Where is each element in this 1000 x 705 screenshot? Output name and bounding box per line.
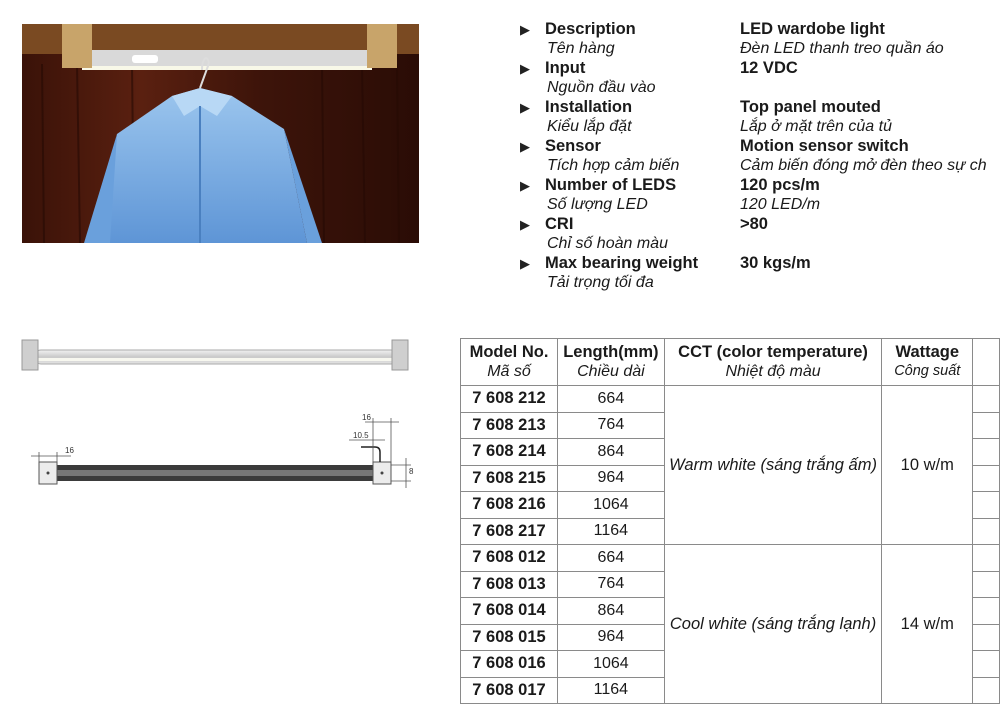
- rod-illustration: [20, 336, 410, 376]
- model-cell: 7 608 212: [461, 386, 558, 413]
- spec-label-vi: Chỉ số hoàn màu: [547, 235, 668, 252]
- spec-row: [520, 176, 1000, 215]
- spec-label-vi: Kiểu lắp đặt: [547, 118, 632, 135]
- model-cell: 7 608 013: [461, 571, 558, 598]
- extra-cell: [973, 677, 1000, 704]
- extra-cell: [973, 624, 1000, 651]
- extra-cell: [973, 651, 1000, 678]
- wardrobe-shirt-image: [22, 24, 419, 243]
- length-cell: 864: [558, 439, 665, 466]
- model-cell: 7 608 012: [461, 545, 558, 572]
- length-cell: 664: [558, 386, 665, 413]
- cct-cell: Warm white (sáng trắng ấm): [664, 386, 882, 545]
- model-cell: 7 608 017: [461, 677, 558, 704]
- extra-cell: [973, 545, 1000, 572]
- spec-row: [520, 254, 1000, 293]
- triangle-bullet-icon: ▶: [520, 178, 530, 193]
- spec-row: [520, 215, 1000, 254]
- table-row: [461, 386, 1000, 413]
- length-cell: 864: [558, 598, 665, 625]
- model-cell: 7 608 217: [461, 518, 558, 545]
- spec-list: [520, 20, 1000, 293]
- length-cell: 764: [558, 571, 665, 598]
- model-table: [460, 338, 1000, 704]
- extra-cell: [973, 571, 1000, 598]
- spec-value: 12 VDC: [740, 59, 798, 77]
- length-cell: 764: [558, 412, 665, 439]
- length-cell: 964: [558, 465, 665, 492]
- extra-cell: [973, 465, 1000, 492]
- hanging-rod-image: [20, 336, 410, 376]
- extra-cell: [973, 439, 1000, 466]
- spec-label-vi: Tích hợp cảm biến: [547, 157, 680, 174]
- spec-label: Number of LEDS: [545, 176, 677, 194]
- spec-label: Sensor: [545, 137, 601, 155]
- length-cell: 664: [558, 545, 665, 572]
- spec-label-vi: Tải trọng tối đa: [547, 274, 654, 291]
- column-header-cct: CCT (color temperature) Nhiệt độ màu: [664, 339, 882, 386]
- column-header-model: Model No. Mã số: [461, 339, 558, 386]
- spec-value-vi: Lắp ở mặt trên của tủ: [740, 118, 892, 135]
- model-cell: 7 608 016: [461, 651, 558, 678]
- length-cell: 1064: [558, 651, 665, 678]
- dimension-label: 16: [362, 413, 371, 422]
- spec-label-vi: Nguồn đầu vào: [547, 79, 656, 96]
- model-cell: 7 608 213: [461, 412, 558, 439]
- extra-cell: [973, 598, 1000, 625]
- model-cell: 7 608 216: [461, 492, 558, 519]
- spec-row: [520, 20, 1000, 59]
- extra-cell: [973, 386, 1000, 413]
- table-row: [461, 545, 1000, 572]
- spec-label: CRI: [545, 215, 574, 233]
- dimension-label: 8: [409, 467, 414, 476]
- extra-cell: [973, 412, 1000, 439]
- spec-value: >80: [740, 215, 768, 233]
- model-cell: 7 608 014: [461, 598, 558, 625]
- extra-cell: [973, 518, 1000, 545]
- length-cell: 1164: [558, 518, 665, 545]
- model-cell: 7 608 015: [461, 624, 558, 651]
- spec-value-vi: 120 LED/m: [740, 196, 821, 213]
- triangle-bullet-icon: ▶: [520, 217, 530, 232]
- spec-label: Input: [545, 59, 586, 77]
- wattage-cell: 14 w/m: [882, 545, 973, 704]
- dimension-drawing: [25, 410, 420, 490]
- column-header-length: Length(mm) Chiều dài: [558, 339, 665, 386]
- triangle-bullet-icon: ▶: [520, 100, 530, 115]
- spec-label: Installation: [545, 98, 633, 116]
- triangle-bullet-icon: ▶: [520, 139, 530, 154]
- spec-value: Top panel mouted: [740, 98, 881, 116]
- triangle-bullet-icon: ▶: [520, 61, 530, 76]
- model-cell: 7 608 214: [461, 439, 558, 466]
- triangle-bullet-icon: ▶: [520, 22, 530, 37]
- spec-label: Description: [545, 20, 636, 38]
- spec-value: 120 pcs/m: [740, 176, 820, 194]
- spec-row: [520, 137, 1000, 176]
- column-header-cut-off: [973, 339, 1000, 386]
- spec-row: [520, 59, 1000, 98]
- dimension-drawing-svg: [25, 410, 420, 490]
- triangle-bullet-icon: ▶: [520, 256, 530, 271]
- spec-label-vi: Số lượng LED: [547, 196, 648, 213]
- spec-value: LED wardobe light: [740, 20, 885, 38]
- wattage-cell: 10 w/m: [882, 386, 973, 545]
- length-cell: 964: [558, 624, 665, 651]
- dimension-label: 16: [65, 446, 74, 455]
- length-cell: 1064: [558, 492, 665, 519]
- spec-value: 30 kgs/m: [740, 254, 811, 272]
- spec-value-vi: Cảm biến đóng mở đèn theo sự ch: [740, 157, 987, 174]
- dimension-label: 10.5: [353, 431, 369, 440]
- spec-value: Motion sensor switch: [740, 137, 909, 155]
- spec-value-vi: Đèn LED thanh treo quần áo: [740, 40, 944, 57]
- extra-cell: [973, 492, 1000, 519]
- model-cell: 7 608 215: [461, 465, 558, 492]
- product-photo: [22, 24, 419, 243]
- length-cell: 1164: [558, 677, 665, 704]
- spec-label-vi: Tên hàng: [547, 40, 615, 57]
- spec-label: Max bearing weight: [545, 254, 699, 272]
- column-header-wattage: Wattage Công suất: [882, 339, 973, 386]
- spec-row: [520, 98, 1000, 137]
- table-header-row: [461, 339, 1000, 386]
- cct-cell: Cool white (sáng trắng lạnh): [664, 545, 882, 704]
